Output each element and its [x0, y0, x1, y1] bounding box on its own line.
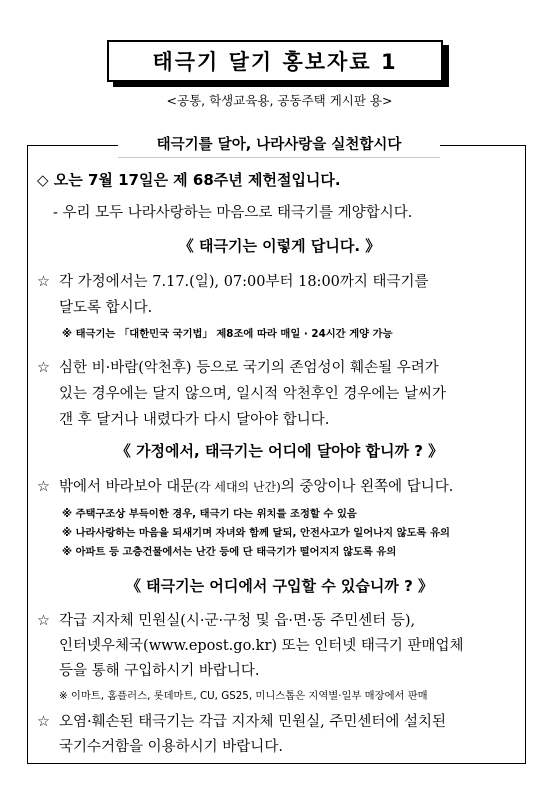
intro-call-to-action: - 우리 모두 나라사랑하는 마음으로 태극기를 게양합시다. — [53, 205, 413, 221]
list-item-continuation: 갠 후 달거나 내렸다가 다시 달아야 합니다. — [59, 412, 330, 428]
footnote: ※ 주택구조상 부득이한 경우, 태극기 다는 위치를 조정할 수 있음 — [62, 508, 357, 520]
list-item-continuation: 달도록 합시다. — [59, 300, 153, 316]
star-icon: ☆ — [37, 714, 50, 730]
section-heading-where: 《 가정에서, 태극기는 어디에 달아야 합니까 ? 》 — [115, 442, 444, 460]
star-icon: ☆ — [37, 613, 50, 629]
intro-announcement: ◇ 오는 7월 17일은 제 68주년 제헌절입니다. — [37, 171, 341, 189]
list-item: ☆ 각 가정에서는 7.17.(일), 07:00부터 18:00까지 태극기를 — [37, 274, 429, 290]
footnote: ※ 아파트 등 고층건물에서는 난간 등에 단 태극기가 떨어지지 않도록 유의 — [62, 546, 397, 558]
list-item: ☆ 오염·훼손된 태극기는 각급 지자체 민원실, 주민센터에 설치된 — [37, 714, 447, 730]
list-item-continuation: 인터넷우체국(www.epost.go.kr) 또는 인터넷 태극기 판매업체 — [59, 638, 464, 654]
section-heading-how: 《 태극기는 이렇게 답니다. 》 — [178, 237, 381, 255]
list-item-continuation: 등을 통해 구입하시기 바랍니다. — [59, 663, 260, 679]
slogan-banner: 태극기를 달아, 나라사랑을 실천합시다 — [118, 129, 440, 158]
list-item: ☆ 심한 비·바람(악천후) 등으로 국기의 존엄성이 훼손될 우려가 — [37, 360, 439, 376]
star-icon: ☆ — [37, 274, 50, 290]
footnote: ※ 나라사랑하는 마음을 되새기며 자녀와 함께 달되, 안전사고가 일어나지 않도록 유의 — [62, 527, 450, 539]
star-icon: ☆ — [37, 360, 50, 376]
section-heading-purchase: 《 태극기는 어디에서 구입할 수 있습니까 ? 》 — [125, 577, 434, 595]
list-item: ☆ 밖에서 바라보아 대문(각 세대의 난간)의 중앙이나 왼쪽에 답니다. — [37, 479, 454, 495]
star-icon: ☆ — [37, 479, 50, 495]
footnote: ※ 이마트, 홈플러스, 롯데마트, CU, GS25, 미니스톱은 지역별·일부 매장에서 판매 — [59, 690, 428, 702]
document-title: 태극기 달기 홍보자료 1 — [107, 40, 443, 82]
subtitle: <공통, 학생교육용, 공동주택 게시판 용> — [166, 93, 393, 108]
list-item-continuation: 국기수거함을 이용하시기 바랍니다. — [59, 739, 283, 755]
footnote: ※ 태극기는 「대한민국 국기법」 제8조에 따라 매일 · 24시간 게양 가능 — [62, 328, 393, 340]
list-item: ☆ 각급 지자체 민원실(시·군·구청 및 읍·면·동 주민센터 등), — [37, 613, 416, 629]
list-item-continuation: 있는 경우에는 달지 않으며, 일시적 악천후인 경우에는 날씨가 — [59, 386, 447, 402]
